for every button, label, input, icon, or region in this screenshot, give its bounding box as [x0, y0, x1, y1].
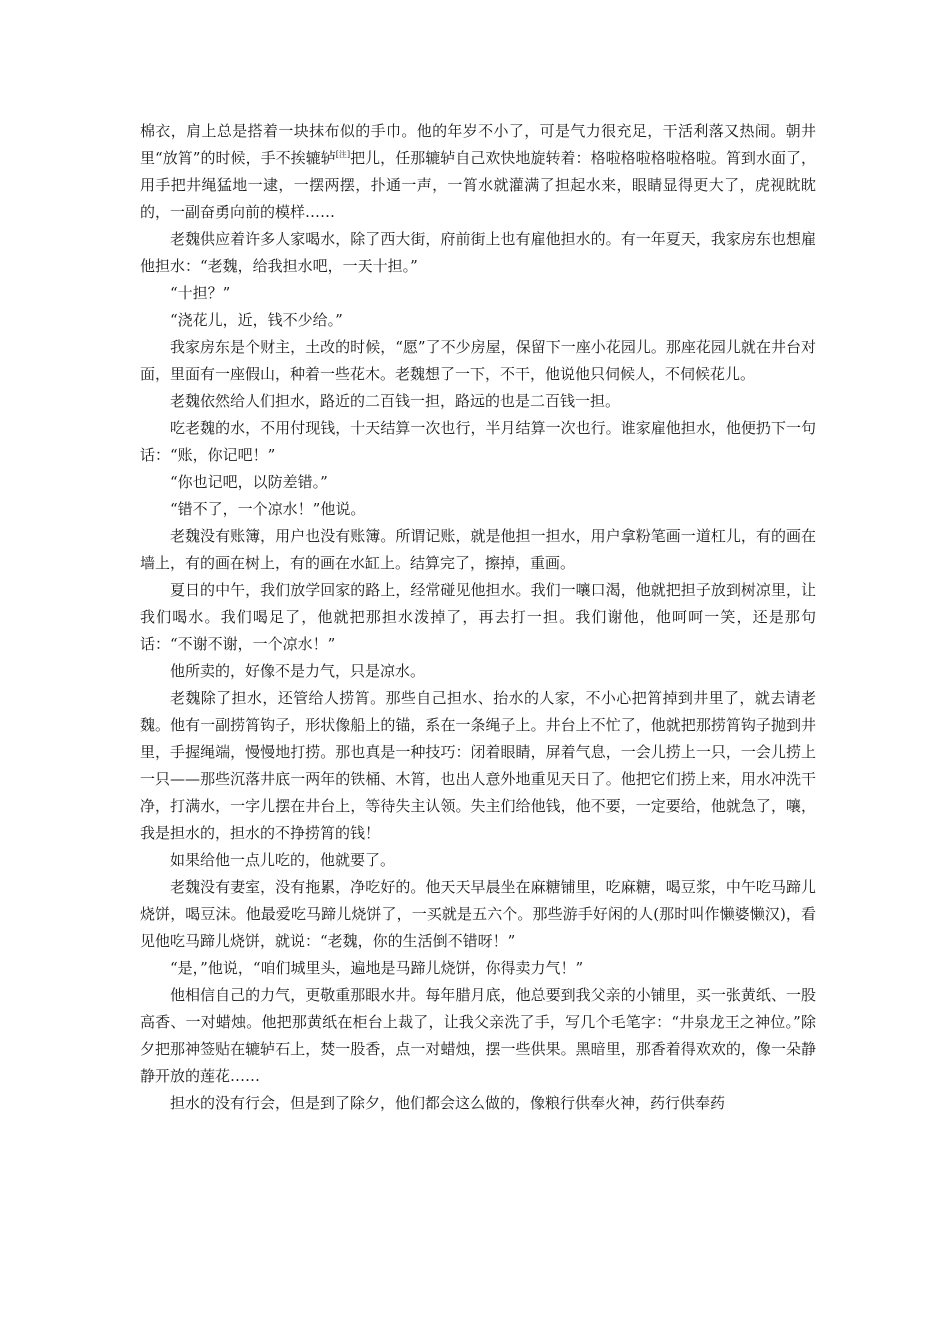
paragraph — [140, 118, 816, 226]
paragraph: 他所卖的，好像不是力气，只是凉水。 — [170, 662, 426, 680]
paragraph: “十担？” — [170, 284, 231, 302]
footnote-marker: [注] — [335, 150, 351, 159]
paragraph: 老魏没有妻室，没有拖累，净吃好的。他天天早晨坐在麻糖铺里，吃麻糖，喝豆浆，中午吃马蹄儿烧饼，喝豆沫。他最爱吃马蹄儿烧饼了，一买就是五六个。那些游手好闲的人(那时叫作懒婆懒汉)，看见他吃马蹄儿烧饼，就说：“老魏，你的生活倒不错呀！” — [140, 878, 816, 950]
paragraph: 老魏没有账簿，用户也没有账簿。所谓记账，就是他担一担水，用户拿粉笔画一道杠儿，有的画在墙上，有的画在树上，有的画在水缸上。结算完了，擦掉，重画。 — [140, 527, 816, 572]
paragraph: “是，”他说，“咱们城里头，遍地是马蹄儿烧饼，你得卖力气！” — [170, 959, 584, 977]
paragraph: 老魏供应着许多人家喝水，除了西大街，府前街上也有雇他担水的。有一年夏天，我家房东也想雇他担水：“老魏，给我担水吧，一天十担。” — [140, 230, 816, 275]
paragraph: 吃老魏的水，不用付现钱，十天结算一次也行，半月结算一次也行。谁家雇他担水，他便扔下一句话：“账，你记吧！” — [140, 419, 816, 464]
paragraph: 夏日的中午，我们放学回家的路上，经常碰见他担水。我们一嚷口渴，他就把担子放到树凉里，让我们喝水。我们喝足了，他就把那担水泼掉了，再去打一担。我们谢他，他呵呵一笑，还是那句话：“不谢不谢，一个凉水！” — [140, 581, 816, 653]
paragraph-text: 棉衣，肩上总是搭着一块抹布似的手巾。他的年岁不小了，可是气力很充足，干活利落又热闹。朝井里“放筲”的时候，手不挨辘轳 — [140, 122, 816, 167]
paragraph: 担水的没有行会，但是到了除夕，他们都会这么做的，像粮行供奉火神，药行供奉药 — [170, 1094, 726, 1112]
paragraph: 如果给他一点儿吃的，他就要了。 — [170, 851, 396, 869]
paragraph: “错不了，一个凉水！”他说。 — [170, 500, 366, 518]
article-body — [140, 118, 816, 1117]
paragraph: “浇花儿，近，钱不少给。” — [170, 311, 343, 329]
paragraph: 我家房东是个财主，土改的时候，“愿”了不少房屋，保留下一座小花园儿。那座花园儿就在井台对面，里面有一座假山，种着一些花木。老魏想了一下，不干，他说他只伺候人，不伺候花儿。 — [140, 338, 816, 383]
paragraph-text: 把儿，任那辘轳自己欢快地旋转着：格啦格啦格啦格啦。筲到水面了，用手把井绳猛地一逮，一摆两摆，扑通一声，一筲水就灌满了担起水来，眼睛显得更大了，虎视眈眈的，一副奋勇向前的模样…… — [140, 149, 816, 221]
paragraph: 老魏除了担水，还管给人捞筲。那些自己担水、抬水的人家，不小心把筲掉到井里了，就去请老魏。他有一副捞筲钩子，形状像船上的锚，系在一条绳子上。井台上不忙了，他就把那捞筲钩子抛到井里，手握绳端，慢慢地打捞。那也真是一种技巧：闭着眼睛，屏着气息，一会儿捞上一只，一会儿捞上一只——那些沉落井底一两年的铁桶、木筲，也出人意外地重见天日了。他把它们捞上来，用水冲洗干净，打满水，一字儿摆在井台上，等待失主认领。失主们给他钱，他不要，一定要给，他就急了，嚷，我是担水的，担水的不挣捞筲的钱！ — [140, 689, 816, 842]
paragraph: “你也记吧，以防差错。” — [170, 473, 328, 491]
paragraph: 他相信自己的力气，更敬重那眼水井。每年腊月底，他总要到我父亲的小铺里，买一张黄纸、一股高香、一对蜡烛。他把那黄纸在柜台上裁了，让我父亲洗了手，写几个毛笔字：“井泉龙王之神位。”除夕把那神签贴在辘轳石上，焚一股香，点一对蜡烛，摆一些供果。黑暗里，那香着得欢欢的，像一朵静静开放的莲花…… — [140, 986, 816, 1085]
paragraph: 老魏依然给人们担水，路近的二百钱一担，路远的也是二百钱一担。 — [170, 392, 621, 410]
